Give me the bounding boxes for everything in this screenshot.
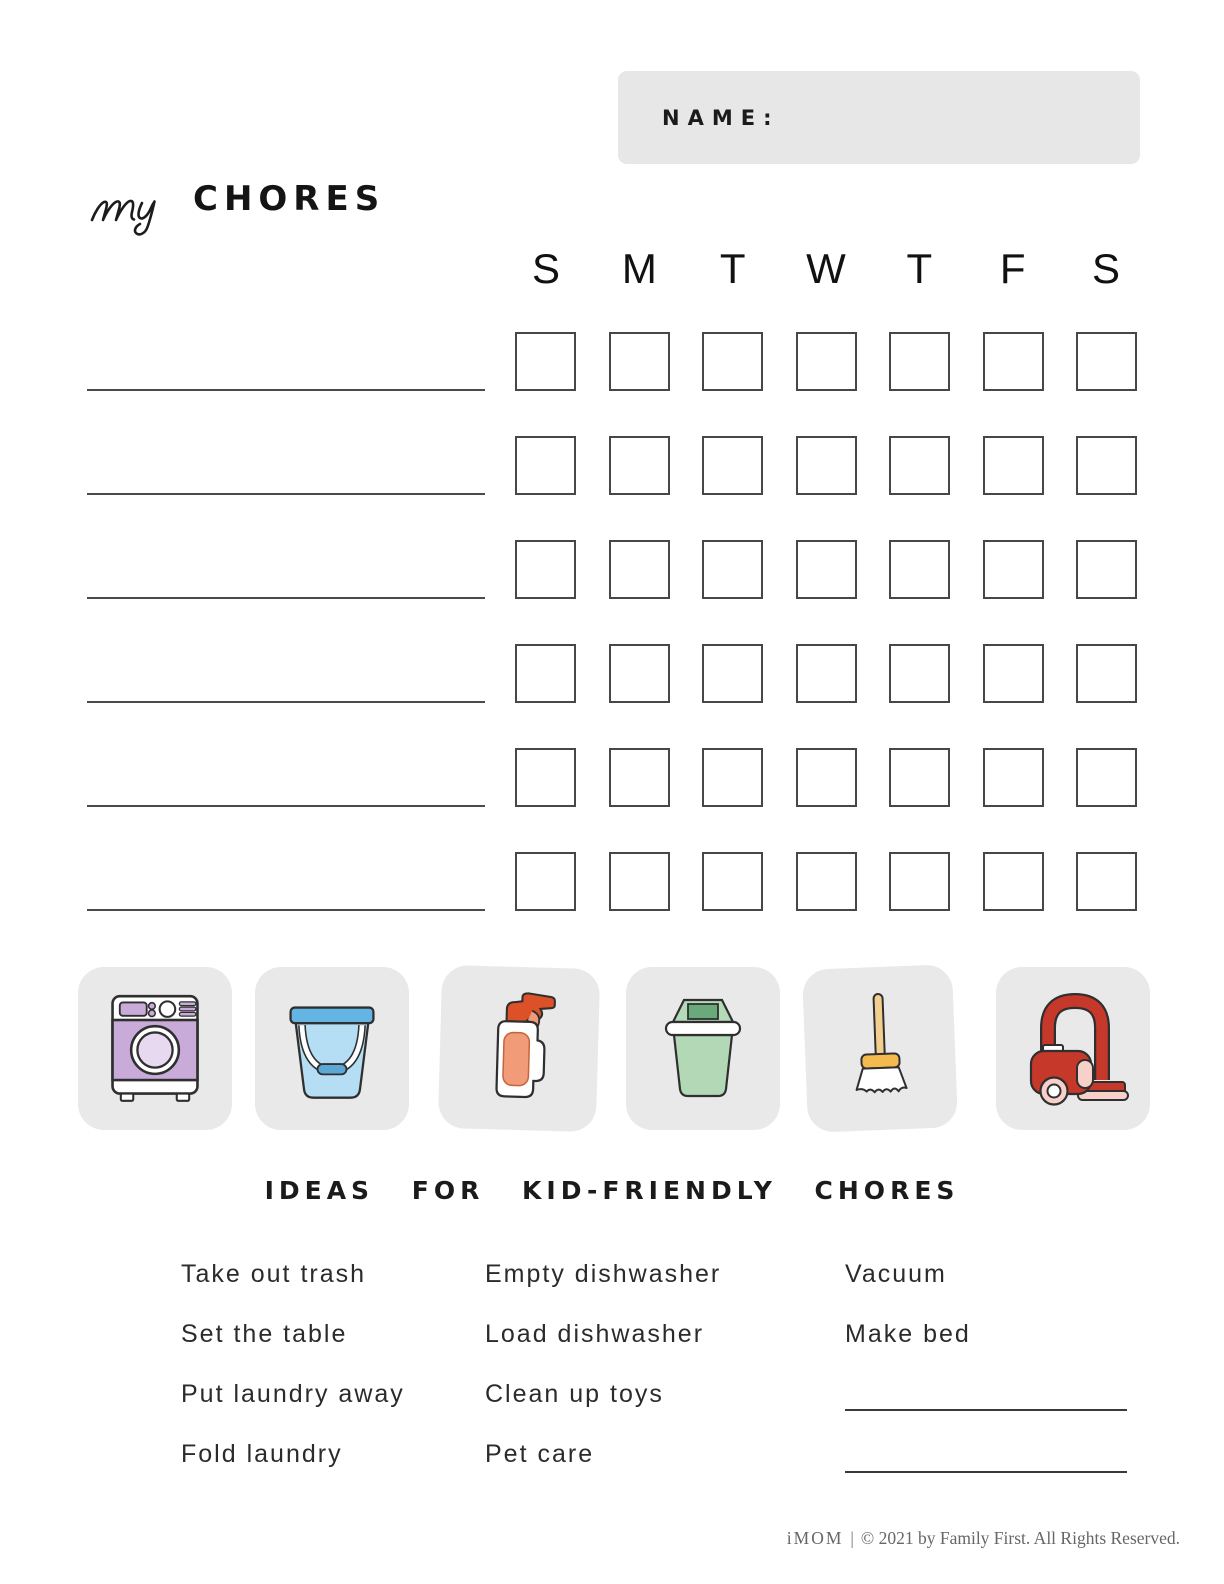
chart-row <box>0 436 1224 496</box>
day-checkbox[interactable] <box>515 748 576 807</box>
idea-item: Empty dishwasher <box>485 1260 722 1288</box>
chore-name-line[interactable] <box>87 493 485 495</box>
name-box[interactable] <box>618 71 1140 164</box>
my-script-text <box>88 189 180 237</box>
washing-machine-icon <box>103 991 207 1107</box>
idea-item: Fold laundry <box>181 1440 343 1468</box>
name-label: NAME: <box>662 105 780 130</box>
page-title <box>88 180 385 237</box>
day-header-label: S <box>531 245 560 292</box>
name-input-area[interactable] <box>779 90 1140 146</box>
day-checkbox[interactable] <box>702 436 763 495</box>
day-checkbox[interactable] <box>609 852 670 911</box>
chart-row <box>0 540 1224 600</box>
day-checkbox[interactable] <box>796 644 857 703</box>
day-checkbox[interactable] <box>1076 436 1137 495</box>
day-checkbox[interactable] <box>889 748 950 807</box>
day-checkbox[interactable] <box>1076 332 1137 391</box>
idea-item: Make bed <box>845 1320 971 1348</box>
checkbox-row <box>515 436 1137 495</box>
day-checkbox[interactable] <box>889 644 950 703</box>
ideas-column <box>485 1262 721 1502</box>
ideas-column <box>181 1262 405 1502</box>
idea-item: Set the table <box>181 1320 348 1348</box>
day-checkbox[interactable] <box>796 436 857 495</box>
idea-item: Take out trash <box>181 1260 367 1288</box>
day-checkbox[interactable] <box>983 852 1044 911</box>
bucket-icon <box>280 991 384 1107</box>
spray-bottle-icon <box>469 985 568 1112</box>
checkbox-row <box>515 540 1137 599</box>
day-checkbox[interactable] <box>889 436 950 495</box>
chore-tile-broom <box>802 964 958 1133</box>
custom-chore-line[interactable] <box>845 1382 1127 1411</box>
day-checkbox[interactable] <box>702 332 763 391</box>
idea-item: Put laundry away <box>181 1380 405 1408</box>
day-checkbox[interactable] <box>983 332 1044 391</box>
day-checkbox[interactable] <box>983 644 1044 703</box>
day-header-label: W <box>806 245 846 292</box>
day-checkbox[interactable] <box>702 852 763 911</box>
day-checkbox[interactable] <box>609 644 670 703</box>
idea-item: Pet care <box>485 1440 595 1468</box>
day-header-label: T <box>719 245 746 292</box>
day-checkbox[interactable] <box>609 332 670 391</box>
day-header-label: S <box>1091 245 1120 292</box>
day-checkbox[interactable] <box>609 436 670 495</box>
day-checkbox[interactable] <box>1076 644 1137 703</box>
day-checkbox[interactable] <box>609 748 670 807</box>
chore-tile-spray-bottle <box>438 965 600 1132</box>
day-checkbox[interactable] <box>1076 852 1137 911</box>
chart-row <box>0 644 1224 704</box>
custom-chore-line[interactable] <box>845 1444 1127 1473</box>
day-checkbox[interactable] <box>983 540 1044 599</box>
day-checkbox[interactable] <box>796 540 857 599</box>
trash-can-icon <box>653 992 753 1106</box>
day-header-label: T <box>906 245 933 292</box>
day-checkbox[interactable] <box>889 332 950 391</box>
day-checkbox[interactable] <box>609 540 670 599</box>
footer-divider: | <box>850 1528 854 1548</box>
ideas-title: IDEAS FOR KID-FRIENDLY CHORES <box>264 1176 960 1205</box>
chore-name-line[interactable] <box>87 701 485 703</box>
idea-item: Load dishwasher <box>485 1320 705 1348</box>
day-header-label: F <box>999 245 1026 292</box>
day-checkbox[interactable] <box>796 852 857 911</box>
footer-credit <box>787 1528 1180 1549</box>
footer-copyright: © 2021 by Family First. All Rights Reserved. <box>860 1528 1180 1548</box>
footer-brand: iMOM <box>786 1528 844 1548</box>
chore-tile-bucket <box>255 967 409 1130</box>
day-checkbox[interactable] <box>702 540 763 599</box>
day-checkbox[interactable] <box>515 852 576 911</box>
day-checkbox[interactable] <box>702 644 763 703</box>
chore-name-line[interactable] <box>87 909 485 911</box>
checkbox-row <box>515 748 1137 807</box>
idea-item: Vacuum <box>845 1260 947 1288</box>
chore-tile-trash-can <box>626 967 780 1130</box>
day-checkbox[interactable] <box>796 332 857 391</box>
chore-name-line[interactable] <box>87 805 485 807</box>
checkbox-row <box>515 332 1137 391</box>
day-checkbox[interactable] <box>796 748 857 807</box>
day-checkbox[interactable] <box>515 644 576 703</box>
ideas-column <box>845 1262 1127 1506</box>
day-checkbox[interactable] <box>889 540 950 599</box>
day-checkbox[interactable] <box>1076 540 1137 599</box>
checkbox-row <box>515 644 1137 703</box>
broom-icon <box>832 986 929 1111</box>
day-header-row <box>515 246 1137 292</box>
day-checkbox[interactable] <box>889 852 950 911</box>
chore-name-line[interactable] <box>87 389 485 391</box>
day-checkbox[interactable] <box>983 436 1044 495</box>
chart-row <box>0 852 1224 912</box>
day-checkbox[interactable] <box>983 748 1044 807</box>
day-checkbox[interactable] <box>515 436 576 495</box>
chart-row <box>0 748 1224 808</box>
chore-name-line[interactable] <box>87 597 485 599</box>
day-checkbox[interactable] <box>1076 748 1137 807</box>
checkbox-row <box>515 852 1137 911</box>
day-header-label: M <box>621 245 657 292</box>
idea-item: Clean up toys <box>485 1380 664 1408</box>
chore-tile-vacuum <box>996 967 1150 1130</box>
day-checkbox[interactable] <box>702 748 763 807</box>
title-chores-text: CHORES <box>193 179 386 219</box>
day-checkbox[interactable] <box>515 332 576 391</box>
chart-row <box>0 332 1224 392</box>
day-checkbox[interactable] <box>515 540 576 599</box>
vacuum-icon <box>1017 987 1129 1111</box>
chore-tile-washing-machine <box>78 967 232 1130</box>
